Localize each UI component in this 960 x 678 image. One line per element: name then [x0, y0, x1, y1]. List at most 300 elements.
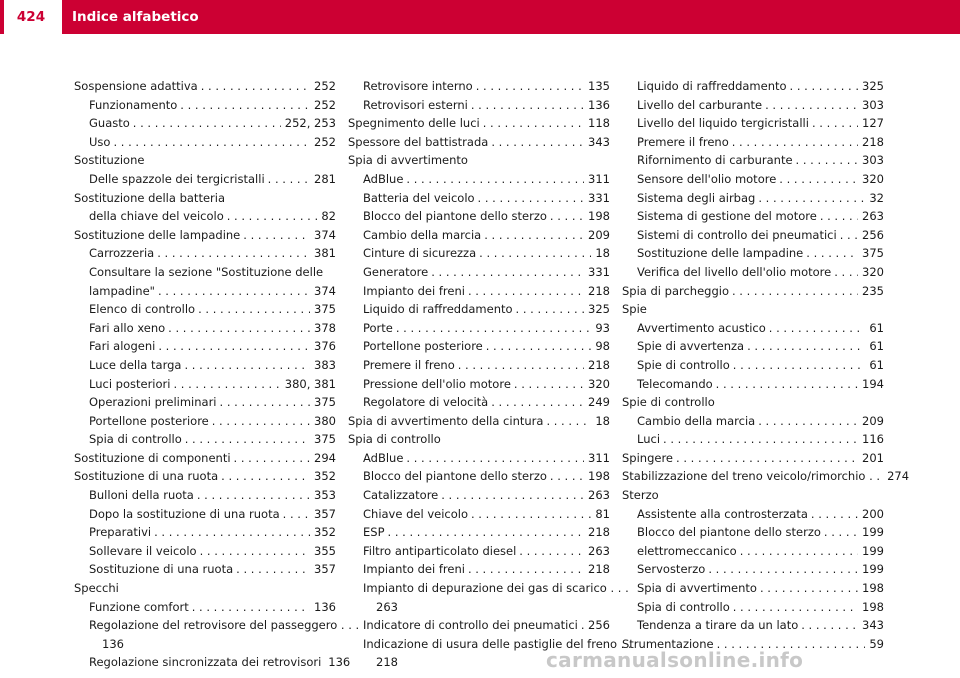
leader-dots [673, 449, 858, 468]
index-entry-term: Portellone posteriore [89, 413, 209, 428]
index-entry-page: 294 [314, 450, 336, 465]
leader-dots [195, 300, 310, 319]
index-entry-page: 311 [588, 450, 610, 465]
index-entry-term: Sistema degli airbag [637, 190, 756, 205]
index-entry-term: Stabilizzazione del treno veicolo/rimorchio . . [622, 469, 881, 484]
index-entry-text: Indicazione di usura delle pastiglie del freno . . [363, 636, 632, 651]
index-entry-page: 331 [588, 190, 610, 205]
index-entry-term: Funzionamento [89, 97, 178, 112]
index-entry-page: 209 [862, 413, 884, 428]
leader-dots [189, 598, 310, 617]
index-entry [622, 337, 884, 356]
leader-dots [385, 523, 585, 542]
index-entry-term: Verifica del livello dell'olio motore [637, 264, 832, 279]
index-entry-page: 136 [314, 599, 336, 614]
index-entry-term: Sensore dell'olio motore [637, 171, 777, 186]
leader-dots [705, 560, 858, 579]
index-entry [74, 207, 336, 226]
index-entry-page: 281 [314, 171, 336, 186]
leader-dots [755, 412, 858, 431]
leader-dots [465, 282, 584, 301]
index-entry [74, 319, 336, 338]
leader-dots [776, 170, 858, 189]
index-entry-term: Cinture di sicurezza [363, 246, 477, 261]
index-entry-page: 136 [328, 655, 351, 670]
index-entry [348, 244, 610, 263]
section-title: Indice alfabetico [72, 9, 199, 25]
index-entry-page: 325 [862, 79, 884, 93]
index-entry-page: 249 [588, 395, 610, 410]
index-column-3 [622, 77, 910, 653]
index-entry [74, 505, 336, 524]
index-entry-term: Filtro antiparticolato diesel [363, 543, 517, 558]
leader-dots [488, 133, 584, 152]
index-entry-page: 381 [314, 246, 336, 261]
index-entry-page: 194 [862, 376, 884, 391]
index-entry [622, 430, 884, 449]
index-entry-page: 320 [862, 171, 884, 186]
index-entry [348, 189, 610, 208]
index-entry-term: AdBlue [363, 171, 404, 186]
index-entry-term: Regolatore di velocità [363, 395, 489, 410]
index-entry [348, 356, 610, 375]
index-entry [74, 412, 336, 431]
index-entry [348, 337, 610, 356]
index-entry [74, 523, 336, 542]
index-entry [622, 449, 884, 468]
index-entry [74, 486, 336, 505]
index-entry-term: Generatore [363, 264, 429, 279]
index-entry [74, 430, 336, 449]
index-entry-term: Spessore del battistrada [348, 134, 489, 149]
leader-dots [744, 337, 865, 356]
index-entry-page: 218 [588, 357, 610, 372]
index-entry [74, 449, 336, 468]
leader-dots [480, 114, 584, 133]
leader-dots [516, 542, 584, 561]
leader-dots [837, 226, 858, 245]
leader-dots [198, 77, 310, 96]
page-number: 424 [0, 0, 62, 34]
leader-dots [803, 244, 858, 263]
index-entry [74, 542, 336, 561]
index-entry [622, 151, 884, 170]
leader-dots [481, 226, 584, 245]
index-entry-page: 118 [588, 116, 610, 131]
index-entry-page: 135 [588, 79, 610, 93]
index-entry-page: 303 [862, 97, 884, 112]
leader-dots [808, 505, 858, 524]
index-entry [348, 133, 610, 152]
leader-dots [110, 133, 310, 152]
index-entry-term: Livello del liquido tergicristalli [637, 116, 809, 131]
index-entry-term: Catalizzatore [363, 488, 439, 503]
index-entry-page: 200 [862, 506, 884, 521]
leader-dots [265, 170, 310, 189]
index-entry-page: 352 [314, 469, 336, 484]
leader-dots [547, 207, 584, 226]
leader-dots [151, 523, 310, 542]
index-entry [348, 560, 610, 579]
index-entry-term: Sollevare il veicolo [89, 543, 197, 558]
index-entry [74, 467, 336, 486]
index-entry [74, 114, 336, 133]
index-entry-page: 357 [314, 506, 336, 521]
index-entry-term: Luci [637, 432, 661, 447]
index-entry-term: Spia di controllo [89, 432, 182, 447]
index-entry [74, 393, 336, 412]
index-entry-term: Pressione dell'olio motore [363, 376, 511, 391]
index-entry-term: Liquido di raffreddamento [637, 79, 787, 93]
index-entry [348, 542, 610, 561]
index-entry-term: Livello del carburante [637, 97, 763, 112]
index-entry [348, 207, 610, 226]
index-entry-text: 263 [376, 599, 398, 614]
index-entry [348, 467, 610, 486]
index-entry [622, 467, 910, 486]
index-entry [348, 505, 610, 524]
leader-dots [831, 263, 858, 282]
index-entry-term: Impianto dei freni [363, 562, 465, 577]
index-entry-term: Cambio della marcia [637, 413, 756, 428]
leader-dots [155, 337, 310, 356]
index-entry-term: AdBlue [363, 450, 404, 465]
leader-dots [730, 598, 858, 617]
index-entry [622, 263, 884, 282]
leader-dots [473, 77, 584, 96]
index-entry-page: 374 [314, 283, 336, 298]
index-entry-term: Spegnimento delle luci [348, 116, 480, 131]
leader-dots [737, 542, 858, 561]
leader-dots [713, 375, 858, 394]
index-entry-page: 357 [314, 562, 336, 577]
leader-dots [488, 393, 584, 412]
index-entry-term: Sostituzione di componenti [74, 450, 231, 465]
leader-dots [475, 189, 585, 208]
leader-dots [154, 244, 310, 263]
index-entry [622, 598, 884, 617]
index-entry-page: 311 [588, 171, 610, 186]
index-entry [622, 560, 884, 579]
leader-dots [240, 226, 310, 245]
index-heading: Spie di controllo [622, 395, 715, 410]
index-entry [348, 77, 610, 96]
index-entry [622, 226, 884, 245]
index-entry-term: Batteria del veicolo [363, 190, 475, 205]
leader-dots [209, 412, 310, 431]
leader-dots [757, 579, 858, 598]
index-heading: Spie [622, 302, 647, 317]
index-entry-term: Servosterzo [637, 562, 706, 577]
index-entry [622, 96, 884, 115]
leader-dots [468, 96, 584, 115]
index-entry-term: Regolazione sincronizzata dei retrovisori [89, 655, 322, 670]
leader-dots [729, 282, 858, 301]
index-entry-term: Retrovisori esterni [363, 97, 468, 112]
leader-dots [465, 560, 584, 579]
index-entry-page: 331 [588, 264, 610, 279]
index-entry-term: Fari alogeni [89, 339, 156, 354]
leader-dots [197, 542, 310, 561]
index-entry-term: Bulloni della ruota [89, 488, 194, 503]
index-entry-page: 127 [862, 116, 884, 131]
index-entry-term: Sostituzione delle lampadine [637, 246, 804, 261]
leader-dots [762, 96, 858, 115]
leader-dots [547, 467, 584, 486]
index-entry [74, 170, 336, 189]
index-entry [74, 337, 336, 356]
index-entry [348, 114, 610, 133]
index-entry [74, 133, 336, 152]
index-entry-term: Dopo la sostituzione di una ruota [89, 506, 280, 521]
index-entry-page: 353 [314, 488, 336, 503]
index-entry-page: 378 [314, 320, 336, 335]
index-entry-term: Delle spazzole dei tergicristalli [89, 171, 265, 186]
index-entry [622, 375, 884, 394]
index-entry [622, 170, 884, 189]
index-entry-term: Luce della targa [89, 357, 182, 372]
index-entry [348, 96, 610, 115]
index-entry-page: 375 [862, 246, 884, 261]
index-entry-page: 235 [862, 283, 884, 298]
index-entry [74, 244, 336, 263]
leader-dots [194, 486, 310, 505]
leader-dots [403, 449, 584, 468]
index-heading: Sterzo [622, 488, 659, 503]
index-entry-page: 375 [314, 432, 336, 447]
index-entry-page: 198 [588, 209, 610, 224]
index-entry-page: 263 [862, 209, 884, 224]
index-entry-page: 199 [862, 543, 884, 558]
index-entry [348, 300, 610, 319]
leader-dots [217, 393, 311, 412]
index-entry-page: 98 [595, 339, 610, 354]
leader-dots [170, 375, 280, 394]
leader-dots [809, 114, 858, 133]
index-entry-page: 218 [862, 134, 884, 149]
index-entry [622, 282, 884, 301]
leader-dots [393, 319, 591, 338]
index-entry-term: Cambio della marcia [363, 227, 482, 242]
index-entry-page: 252, 253 [284, 116, 336, 131]
index-entry-text: 136 [102, 636, 124, 651]
index-entry [74, 226, 336, 245]
index-entry-page: 199 [862, 562, 884, 577]
index-entry-page: 320 [862, 264, 884, 279]
index-entry-page: 81 [595, 506, 610, 521]
index-entry-term: Spia di controllo [637, 599, 730, 614]
index-entry-page: 263 [588, 488, 610, 503]
index-entry-term: Rifornimento di carburante [637, 153, 793, 168]
index-entry-page: 201 [862, 450, 884, 465]
index-entry-page: 198 [588, 469, 610, 484]
index-column-1 [74, 77, 360, 672]
index-entry-page: 256 [862, 227, 884, 242]
index-entry-page: 93 [595, 320, 610, 335]
leader-dots [403, 170, 584, 189]
leader-dots [218, 467, 310, 486]
index-entry [74, 560, 336, 579]
index-entry-page: 380 [314, 413, 336, 428]
index-entry-page: 380, 381 [284, 376, 336, 391]
index-entry-page: 61 [869, 357, 884, 372]
index-entry [348, 319, 610, 338]
index-entry-page: 116 [862, 432, 884, 447]
index-entry-term: ESP [363, 525, 385, 540]
index-entry-page: 252 [314, 79, 336, 93]
index-entry-term: Telecomando [637, 376, 713, 391]
index-entry-term: Guasto [89, 116, 130, 131]
index-entry [622, 505, 884, 524]
index-entry [348, 170, 610, 189]
leader-dots [798, 616, 858, 635]
index-entry-term: Operazioni preliminari [89, 395, 217, 410]
index-entry-term: Elenco di controllo [89, 302, 196, 317]
index-entry-page: 198 [862, 581, 884, 596]
index-entry [348, 263, 610, 282]
index-entry-page: 376 [314, 339, 336, 354]
index-entry [622, 412, 884, 431]
index-entry-text: 218 [376, 655, 398, 670]
index-entry-page: 82 [321, 209, 336, 224]
index-entry-page: 136 [588, 97, 610, 112]
index-entry-page: 218 [588, 283, 610, 298]
index-entry [74, 96, 336, 115]
index-entry-page: 375 [314, 302, 336, 317]
leader-dots [438, 486, 584, 505]
index-entry-term: Retrovisore interno [363, 79, 473, 93]
index-entry-term: Sostituzione di una ruota [74, 469, 219, 484]
index-entry-term: Blocco del piantone dello sterzo [637, 525, 821, 540]
index-entry-page: 352 [314, 525, 336, 540]
index-entry-term: Fari allo xeno [89, 320, 166, 335]
index-entry [348, 375, 610, 394]
index-entry-term: Preparativi [89, 525, 152, 540]
leader-dots [182, 430, 310, 449]
index-entry [348, 412, 610, 431]
index-entry [74, 282, 336, 301]
leader-dots [660, 430, 858, 449]
index-entry-term: Sostituzione di una ruota [89, 562, 234, 577]
index-entry [348, 449, 610, 468]
index-entry [348, 486, 610, 505]
index-entry [348, 616, 610, 635]
index-entry [74, 375, 336, 394]
index-heading: Sostituzione della batteria [74, 190, 225, 205]
index-entry-page: 383 [314, 357, 336, 372]
leader-dots [155, 282, 310, 301]
index-entry-page: 252 [314, 134, 336, 149]
index-entry-term: Indicatore di controllo dei pneumatici [363, 618, 578, 633]
index-entry-page: 325 [588, 302, 610, 317]
index-entry-page: 256 [588, 618, 610, 633]
page-header [0, 0, 960, 34]
index-entry-page: 263 [588, 543, 610, 558]
index-entry [622, 523, 884, 542]
index-entry-term: Sospensione adattiva [74, 79, 198, 93]
leader-dots [793, 151, 859, 170]
index-entry [348, 226, 610, 245]
leader-dots [455, 356, 584, 375]
index-entry-page: 32 [869, 190, 884, 205]
index-entry [622, 207, 884, 226]
index-entry-page: 375 [314, 395, 336, 410]
leader-dots [817, 207, 858, 226]
index-entry [622, 133, 884, 152]
index-entry-page: 218 [588, 562, 610, 577]
index-entry [622, 579, 884, 598]
leader-dots [233, 560, 310, 579]
index-entry-text: Impianto di depurazione dei gas di scarico . . . [363, 581, 629, 596]
leader-dots [181, 356, 310, 375]
index-entry-page: 252 [314, 97, 336, 112]
index-entry-term: Blocco del piantone dello sterzo [363, 469, 547, 484]
index-entry-text: Regolazione del retrovisore del passeggero . . . [89, 618, 360, 633]
leader-dots [468, 505, 591, 524]
index-entry [74, 77, 336, 96]
index-entry [622, 77, 884, 96]
index-entry [348, 393, 610, 412]
index-heading: Sostituzione [74, 153, 145, 168]
index-entry-term: Sistema di gestione del motore [637, 209, 817, 224]
leader-dots [224, 207, 318, 226]
index-column-2 [348, 77, 632, 672]
leader-dots [787, 77, 859, 96]
index-entry [622, 356, 884, 375]
index-entry-term: Spia di avvertimento della cintura [348, 413, 544, 428]
index-entry-page: 209 [588, 227, 610, 242]
index-entry-term: Sistemi di controllo dei pneumatici [637, 227, 837, 242]
index-entry-page: 18 [595, 246, 610, 261]
index-entry-term: Liquido di raffreddamento [363, 302, 513, 317]
index-entry-term: Portellone posteriore [363, 339, 483, 354]
index-entry-page: 218 [588, 525, 610, 540]
index-entry [622, 616, 884, 635]
index-entry-page: 61 [869, 339, 884, 354]
index-entry-page: 274 [887, 469, 910, 484]
index-heading: Specchi [74, 581, 119, 596]
index-entry-text: Consultare la sezione "Sostituzione delle [89, 264, 324, 279]
index-entry [348, 523, 610, 542]
index-entry [622, 542, 884, 561]
index-entry-term: Spingere [622, 450, 674, 465]
index-entry [74, 356, 336, 375]
index-entry-page: 198 [862, 599, 884, 614]
index-entry-term: Funzione comfort [89, 599, 189, 614]
leader-dots [511, 375, 584, 394]
leader-dots [130, 114, 281, 133]
leader-dots [483, 337, 592, 356]
leader-dots [476, 244, 591, 263]
leader-dots [766, 319, 866, 338]
index-entry [622, 189, 884, 208]
leader-dots [729, 133, 858, 152]
leader-dots [755, 189, 865, 208]
index-entry-term: Chiave del veicolo [363, 506, 468, 521]
index-entry-page: 320 [588, 376, 610, 391]
index-entry-term: Premere il freno [363, 357, 455, 372]
index-entry-term: Strumentazione [622, 636, 714, 651]
index-entry-term: Spia di avvertimento [637, 581, 757, 596]
index-entry-page: 199 [862, 525, 884, 540]
index-entry-term: Avvertimento acustico [637, 320, 766, 335]
index-entry-page: 59 [869, 636, 884, 651]
index-entry-term: Sostituzione delle lampadine [74, 227, 241, 242]
index-entry [74, 300, 336, 319]
index-entry [622, 319, 884, 338]
index-entry-term: lampadine" [89, 283, 155, 298]
index-entry-term: Spie di controllo [637, 357, 730, 372]
